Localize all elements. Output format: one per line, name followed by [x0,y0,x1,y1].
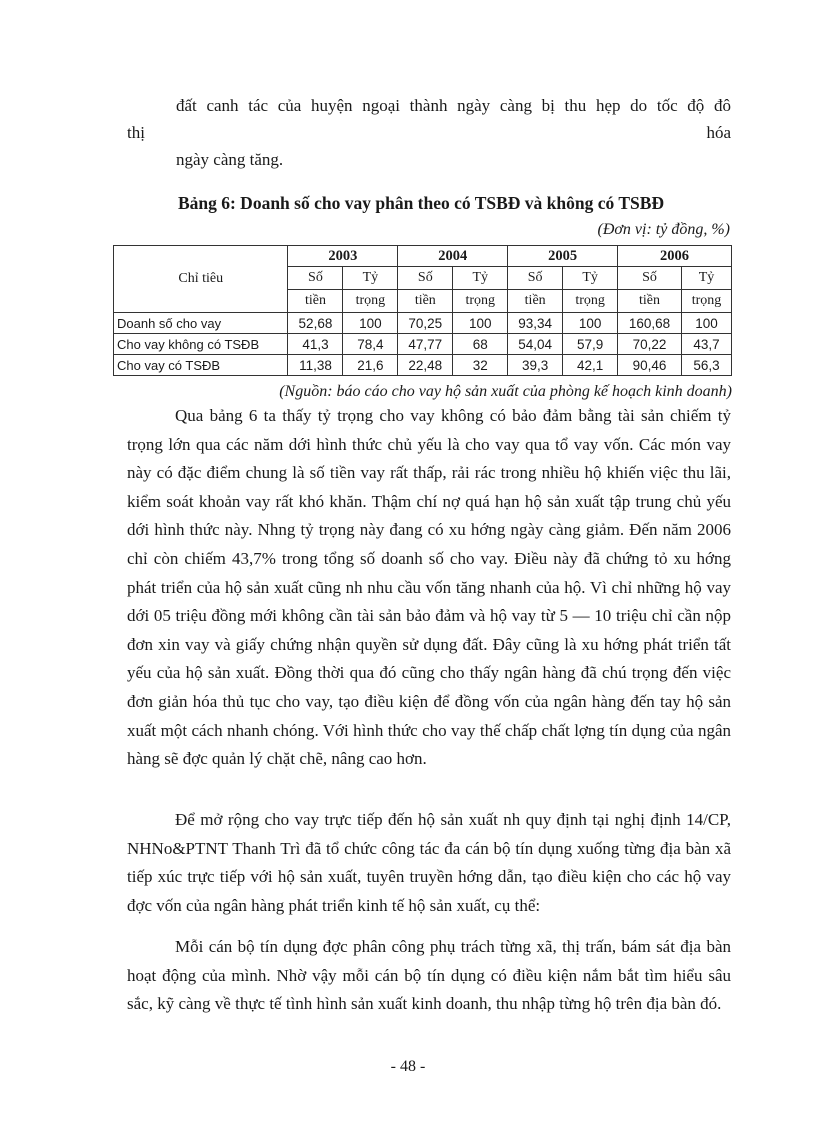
table-cell: 21,6 [343,355,398,376]
sub-header-amount: tiền [288,290,343,313]
loan-table [113,245,732,376]
table-cell: 100 [453,313,508,334]
header-year: 2004 [398,246,508,267]
sub-header-ratio: Tỷ [682,267,732,290]
paragraph: Để mở rộng cho vay trực tiếp đến hộ sản xuất nh quy định tại nghị định 14/CP, NHNo&PTNT Thanh Trì đã tổ chức công tác đa cán bộ tín dụng xuống từng địa bàn xã tiếp xúc trực tiếp với hộ sản xuất, tuyên truyền hớng dẫn, tạo điều kiện cho các hộ vay đợc vốn của ngân hàng phát triển kinh tế hộ sản xuất, cụ thể: [127,810,731,915]
table-source: (Nguồn: báo cáo cho vay hộ sản xuất của phòng kế hoạch kinh doanh) [279,383,732,400]
table-cell: 22,48 [398,355,453,376]
table-cell: 11,38 [288,355,343,376]
sub-header-amount: Số [288,267,343,290]
intro-line-1: đất canh tác của huyện ngoại thành ngày càng bị thu hẹp do tốc độ đô [176,96,731,115]
table-cell: 54,04 [508,334,563,355]
table-cell: 47,77 [398,334,453,355]
table-cell: 52,68 [288,313,343,334]
table-row [114,334,732,355]
table-caption: Bảng 6: Doanh số cho vay phân theo có TSBĐ và không có TSBĐ [177,193,665,213]
paragraph: Qua bảng 6 ta thấy tỷ trọng cho vay không có bảo đảm bằng tài sản chiếm tỷ trọng lớn qua các năm dới hình thức chủ yếu là cho vay qua tổ vay vốn. Các món vay này có đặc điểm chung là số tiền vay rất thấp, rải rác trong nhiều hộ khiến việc thu lãi, kiểm soát khoản vay rất khó khăn. Thậm chí nợ quá hạn hộ sản xuất tập trung chủ yếu dới hình thức này. Nhng tỷ trọng này đang có xu hớng ngày càng giảm. Đến năm 2006 chỉ còn chiếm 43,7% trong tổng số doanh số cho vay. Điều này đã chứng tỏ xu hớng phát triển của hộ sản xuất cũng nh nhu cầu vốn tăng nhanh của hộ. Vì chỉ những hộ vay dới 05 triệu đồng mới không cần tài sản bảo đảm và hộ vay từ 5 — 10 triệu chỉ cần nộp đơn xin vay và giấy chứng nhận quyền sử dụng đất. Đây cũng là xu hớng phát triển tất yếu của hộ sản xuất. Đồng thời qua đó cũng cho thấy ngân hàng đã chú trọng đến việc đơn giản hóa thủ tục cho vay, tạo điều kiện để đồng vốn của ngân hàng đến tay hộ sản xuất một cách nhanh chóng. Với hình thức cho vay thế chấp chất lợng tín dụng của ngân hàng sẽ đợc quản lý chặt chẽ, nâng cao hơn. [127,406,731,769]
intro-line-2 [127,119,731,146]
row-label: Cho vay không có TSĐB [114,334,288,355]
table-cell: 160,68 [618,313,682,334]
header-year: 2005 [508,246,618,267]
table-cell: 100 [343,313,398,334]
sub-header-amount: tiền [398,290,453,313]
table-cell: 32 [453,355,508,376]
intro-line-2-left: thị [127,123,145,142]
table-cell: 78,4 [343,334,398,355]
table-cell: 68 [453,334,508,355]
sub-header-ratio: trọng [453,290,508,313]
row-label: Cho vay có TSĐB [114,355,288,376]
table-row [114,355,732,376]
header-criteria: Chỉ tiêu [114,246,288,313]
sub-header-ratio: Tỷ [453,267,508,290]
table-cell: 56,3 [682,355,732,376]
row-label: Doanh số cho vay [114,313,288,334]
table-cell: 42,1 [563,355,618,376]
sub-header-ratio: Tỷ [563,267,618,290]
sub-header-ratio: Tỷ [343,267,398,290]
table-cell: 43,7 [682,334,732,355]
table-cell: 39,3 [508,355,563,376]
sub-header-amount: Số [508,267,563,290]
sub-header-ratio: trọng [563,290,618,313]
table-row [114,313,732,334]
table-cell: 100 [563,313,618,334]
sub-header-amount: Số [618,267,682,290]
header-year: 2003 [288,246,398,267]
page-number: - 48 - [390,1058,426,1075]
sub-header-ratio: trọng [682,290,732,313]
sub-header-amount: tiền [618,290,682,313]
paragraph: Mỗi cán bộ tín dụng đợc phân công phụ trách từng xã, thị trấn, bám sát địa bàn hoạt động của mình. Nhờ vậy mỗi cán bộ tín dụng có điều kiện nắm bắt tìm hiểu sâu sắc, kỹ càng về thực tế tình hình sản xuất kinh doanh, thu nhập từng hộ trên địa bàn đó. [127,937,731,1014]
table-cell: 90,46 [618,355,682,376]
table-cell: 100 [682,313,732,334]
table-cell: 70,22 [618,334,682,355]
intro-line-2-right: hóa [706,123,731,142]
sub-header-amount: Số [398,267,453,290]
table-cell: 41,3 [288,334,343,355]
table-cell: 57,9 [563,334,618,355]
table-cell: 70,25 [398,313,453,334]
sub-header-amount: tiền [508,290,563,313]
table-unit: (Đơn vị: tỷ đồng, %) [597,221,730,238]
intro-line-3: ngày càng tăng. [176,150,284,169]
header-year: 2006 [618,246,732,267]
sub-header-ratio: trọng [343,290,398,313]
table-cell: 93,34 [508,313,563,334]
